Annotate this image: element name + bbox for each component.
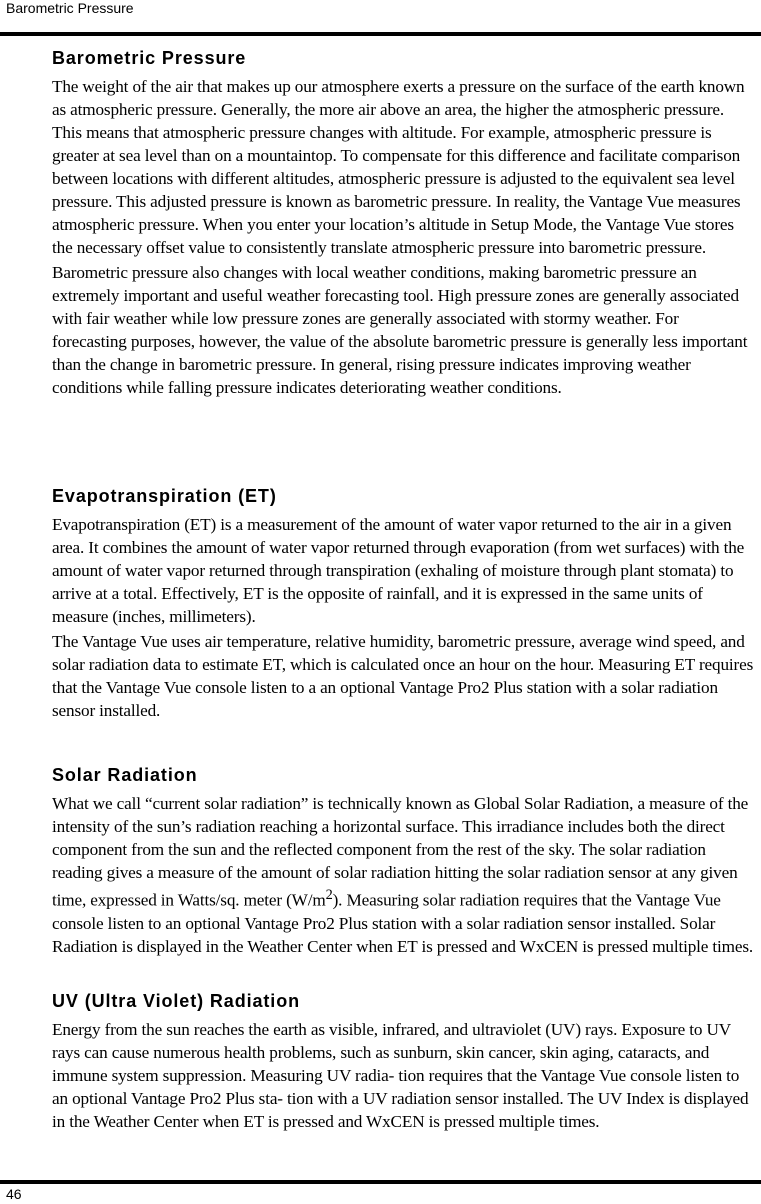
header-rule: [0, 32, 761, 36]
section-heading: UV (Ultra Violet) Radiation: [52, 991, 300, 1011]
section-solar-radiation: [52, 764, 755, 984]
section-heading: Barometric Pressure: [52, 48, 247, 68]
footer-rule: [0, 1180, 761, 1184]
paragraph: The weight of the air that makes up our atmosphere exerts a pressure on the surface of the earth known as atmospheric pressure. Generally, the more air above an area, the higher the atmospheric pressure. This means that atmospheric pressure changes with altitude. For example, atmospheric pressure is greater at sea level than on a mountaintop. To compensate for this difference and facilitate comparison between locations with different altitudes, atmospheric pressure is adjusted to the equivalent sea level pressure. This adjusted pressure is known as barometric pressure. In reality, the Vantage Vue measures atmospheric pressure. When you enter your location’s altitude in Setup Mode, the Vantage Vue stores the necessary offset value to consistently translate atmospheric pressure into barometric pressure.: [52, 77, 745, 257]
running-header-title: Barometric Pressure: [6, 0, 134, 16]
page-content: [52, 47, 755, 1139]
paragraph-text: ). Measuring solar radiation requires that the Vantage Vue console listen to an optional Vantage Pro2 Plus station with a solar radiation sensor installed. Solar Radiation is displayed in the Weather Center when ET is pressed and WxCEN is pressed multiple times.: [52, 890, 754, 956]
section-evapotranspiration: [52, 485, 755, 758]
paragraph: Barometric pressure also changes with local weather conditions, making barometric pressure an extremely important and useful weather forecasting tool. High pressure zones are generally associated with fair weather while low pressure zones are generally associated with stormy weather. For forecasting purposes, however, the value of the absolute barometric pressure is generally less important than the change in barometric pressure. In general, rising pressure indicates improving weather conditions while falling pressure indicates deteriorating weather conditions.: [52, 263, 748, 397]
section-heading: Evapotranspiration (ET): [52, 486, 277, 506]
section-uv-radiation: [52, 990, 755, 1133]
section-barometric-pressure: [52, 47, 755, 479]
page-number: 46: [6, 1186, 22, 1202]
paragraph: [52, 792, 755, 958]
paragraph: Evapotranspiration (ET) is a measurement of the amount of water vapor returned to the air in a given area. It combines the amount of water vapor returned through evaporation (from wet surfaces) with the amount of water vapor returned through transpiration (exhaling of moisture through plant stomata) to arrive at a total. Effectively, ET is the opposite of rainfall, and it is expressed in the same units of measure (inches, millimeters).: [52, 515, 745, 626]
paragraph: The Vantage Vue uses air temperature, relative humidity, barometric pressure, average wind speed, and solar radiation data to estimate ET, which is calculated once an hour on the hour. Measuring ET requires that the Vantage Vue console listen to a an optional Vantage Pro2 Plus station with a solar radiation sensor installed.: [52, 632, 754, 720]
paragraph: Energy from the sun reaches the earth as visible, infrared, and ultraviolet (UV) rays. Exposure to UV rays can cause numerous health problems, such as sunburn, skin cancer, skin aging, cataracts, and immune system suppression. Measuring UV radia- tion requires that the Vantage Vue console listen to an optional Vantage Pro2 Plus sta- tion with a UV radiation sensor installed. The UV Index is displayed in the Weather Center when ET is pressed and WxCEN is pressed multiple times.: [52, 1020, 749, 1131]
paragraph-text: What we call “current solar radiation” is technically known as Global Solar Radiation, a measure of the intensity of the sun’s radiation reaching a horizontal surface. This irradiance includes both the direct component from the sun and the reflected component from the rest of the sky. The solar radiation reading gives a measure of the amount of solar radiation hitting the solar radiation sensor at any given time, expressed in Watts/sq. meter (W/m: [52, 794, 749, 910]
section-heading: Solar Radiation: [52, 765, 198, 785]
superscript: 2: [325, 887, 333, 903]
